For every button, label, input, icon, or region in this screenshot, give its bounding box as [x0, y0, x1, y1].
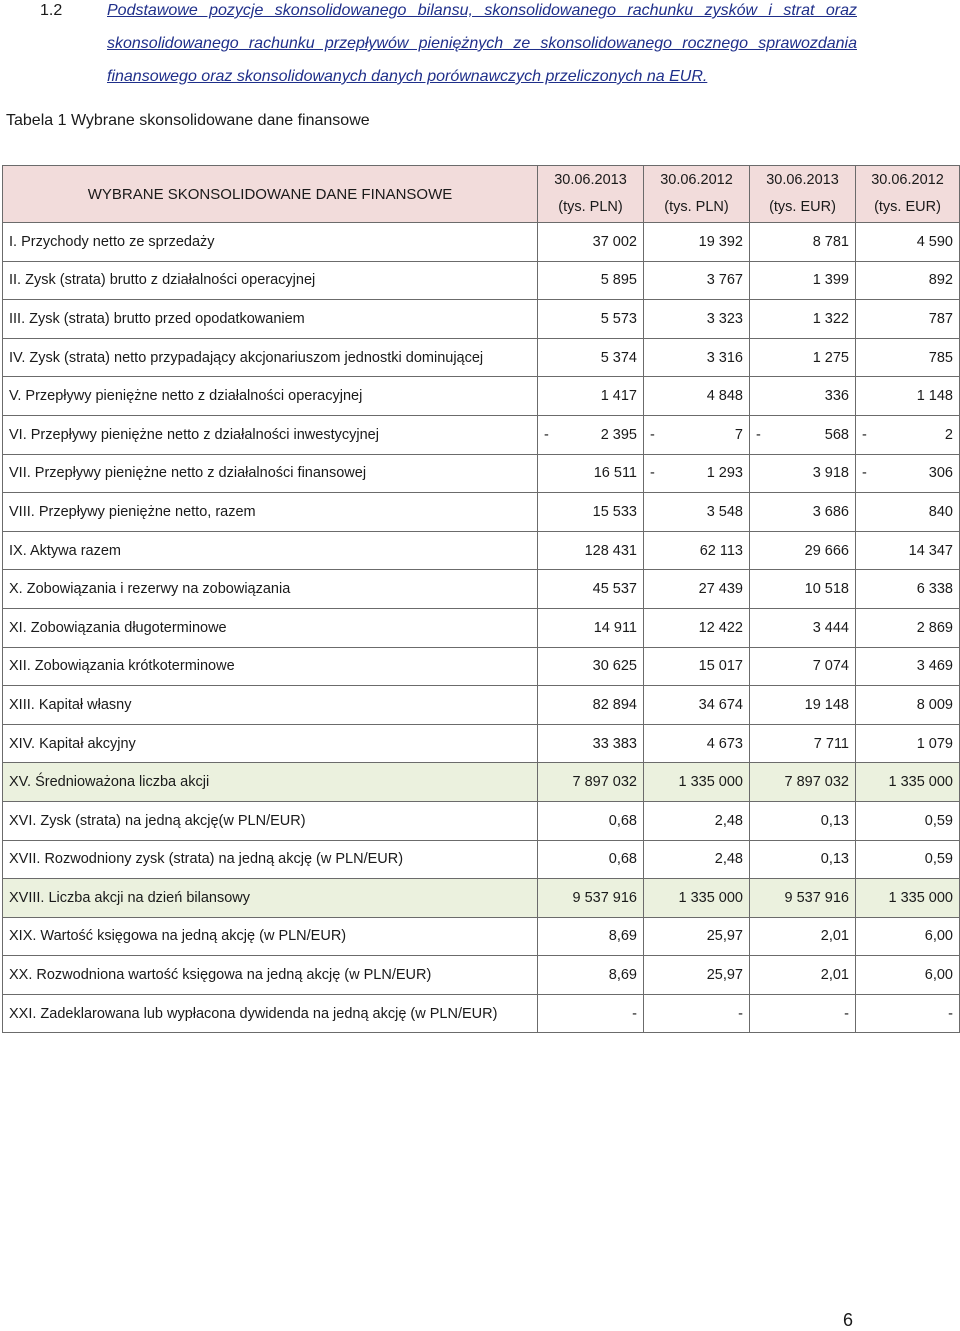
cell-value: 34 674: [698, 696, 743, 713]
cell-value: 0,68: [608, 851, 637, 868]
cell-value: 3 469: [916, 658, 953, 675]
cell-value: 3 323: [706, 310, 743, 327]
value-cell: [644, 454, 750, 493]
table-row: [3, 724, 960, 763]
value-cell: [750, 801, 856, 840]
value-cell: [750, 840, 856, 879]
value-cell: [538, 956, 644, 995]
cell-value: 4 673: [706, 735, 743, 752]
row-label: I. Przychody netto ze sprzedaży: [3, 223, 538, 262]
row-label: VII. Przepływy pieniężne netto z działalności finansowej: [3, 454, 538, 493]
value-cell: [538, 763, 644, 802]
cell-value: 0,59: [924, 851, 953, 868]
table-row: [3, 300, 960, 339]
cell-value: 6,00: [924, 967, 953, 984]
cell-value: 14 347: [908, 542, 953, 559]
cell-value: 8,69: [608, 928, 637, 945]
row-label: XIII. Kapitał własny: [3, 686, 538, 725]
value-cell: [644, 377, 750, 416]
header-date: 30.06.2013: [766, 172, 839, 188]
cell-value: 5 895: [600, 272, 637, 289]
value-cell: [538, 493, 644, 532]
table-row: [3, 338, 960, 377]
table-row: [3, 994, 960, 1033]
value-cell: [644, 261, 750, 300]
sign-marker: -: [862, 465, 867, 482]
value-cell: [750, 300, 856, 339]
cell-value: 19 392: [698, 233, 743, 250]
cell-value: 2 395: [600, 426, 637, 443]
page-number: 6: [843, 1310, 854, 1330]
value-cell: [856, 686, 960, 725]
cell-value: 6 338: [916, 581, 953, 598]
value-cell: [856, 608, 960, 647]
value-cell: [750, 261, 856, 300]
row-label: V. Przepływy pieniężne netto z działalności operacyjnej: [3, 377, 538, 416]
cell-value: 19 148: [804, 696, 849, 713]
cell-value: 2,01: [820, 967, 849, 984]
header-unit: (tys. PLN): [664, 199, 729, 215]
sign-marker: -: [650, 426, 655, 443]
table-row: [3, 454, 960, 493]
value-cell: [644, 724, 750, 763]
value-cell: [750, 763, 856, 802]
section-number: 1.2: [40, 2, 63, 19]
cell-value: 1 417: [600, 388, 637, 405]
header-label: WYBRANE SKONSOLIDOWANE DANE FINANSOWE: [3, 166, 538, 223]
value-cell: [644, 801, 750, 840]
cell-value: 2 869: [916, 619, 953, 636]
cell-value: 1 275: [812, 349, 849, 366]
value-cell: [856, 647, 960, 686]
header-unit: (tys. PLN): [558, 199, 623, 215]
value-cell: [856, 531, 960, 570]
cell-value: 8 781: [812, 233, 849, 250]
cell-value: 1 335 000: [678, 774, 743, 791]
table-caption: Tabela 1 Wybrane skonsolidowane dane finansowe: [6, 112, 370, 129]
table-row: [3, 801, 960, 840]
value-cell: [644, 647, 750, 686]
value-cell: [856, 493, 960, 532]
row-label: XVI. Zysk (strata) na jedną akcję(w PLN/EUR): [3, 801, 538, 840]
table-header-row: [3, 166, 960, 223]
cell-value: 5 374: [600, 349, 637, 366]
table-row: [3, 647, 960, 686]
value-cell: [538, 647, 644, 686]
cell-value: 840: [928, 503, 953, 520]
header-column-2: [644, 166, 750, 223]
table-row: [3, 531, 960, 570]
cell-value: 9 537 916: [784, 889, 849, 906]
value-cell: [856, 300, 960, 339]
table-row: [3, 879, 960, 918]
value-cell: [750, 724, 856, 763]
cell-value: 3 444: [812, 619, 849, 636]
value-cell: [538, 879, 644, 918]
table-row: [3, 377, 960, 416]
row-label: XV. Średnioważona liczba akcji: [3, 763, 538, 802]
row-label: IV. Zysk (strata) netto przypadający akcjonariuszom jednostki dominującej: [3, 338, 538, 377]
value-cell: [856, 763, 960, 802]
value-cell: [538, 608, 644, 647]
value-cell: [538, 300, 644, 339]
sign-marker: -: [862, 426, 867, 443]
value-cell: [538, 223, 644, 262]
value-cell: [538, 917, 644, 956]
value-cell: [538, 338, 644, 377]
value-cell: [750, 531, 856, 570]
cell-value: 9 537 916: [572, 889, 637, 906]
table-row: [3, 223, 960, 262]
cell-value: 10 518: [804, 581, 849, 598]
header-date: 30.06.2012: [871, 172, 944, 188]
table-row: [3, 686, 960, 725]
cell-value: 15 017: [698, 658, 743, 675]
value-cell: [644, 840, 750, 879]
value-cell: [538, 570, 644, 609]
cell-value: 3 918: [812, 465, 849, 482]
cell-value: 15 533: [592, 503, 637, 520]
value-cell: [644, 570, 750, 609]
value-cell: [750, 377, 856, 416]
value-cell: [856, 879, 960, 918]
value-cell: [750, 454, 856, 493]
cell-value: 7 897 032: [784, 774, 849, 791]
row-label: IX. Aktywa razem: [3, 531, 538, 570]
section-title: Podstawowe pozycje skonsolidowanego bilansu, skonsolidowanego rachunku zysków i strat oraz skonsolidowanego rachunku przepływów pieniężnych ze skonsolidowanego rocznego sprawozdania finansowego oraz skonsolidowanych danych porównawczych przeliczonych na EUR.: [107, 2, 857, 85]
row-label: XII. Zobowiązania krótkoterminowe: [3, 647, 538, 686]
table-row: [3, 763, 960, 802]
cell-value: 785: [928, 349, 953, 366]
cell-value: 5 573: [600, 310, 637, 327]
row-label: VIII. Przepływy pieniężne netto, razem: [3, 493, 538, 532]
cell-value: -: [632, 1005, 637, 1022]
value-cell: [538, 454, 644, 493]
value-cell: [538, 531, 644, 570]
cell-value: 1 335 000: [678, 889, 743, 906]
cell-value: 62 113: [699, 542, 743, 559]
value-cell: [644, 300, 750, 339]
value-cell: [856, 570, 960, 609]
value-cell: [750, 608, 856, 647]
cell-value: 3 686: [812, 503, 849, 520]
table-row: [3, 840, 960, 879]
header-unit: (tys. EUR): [874, 199, 941, 215]
cell-value: 37 002: [592, 233, 637, 250]
cell-value: 336: [824, 388, 849, 405]
value-cell: [644, 415, 750, 454]
header-date: 30.06.2013: [554, 172, 627, 188]
cell-value: 2: [944, 426, 953, 443]
sign-marker: -: [544, 426, 549, 443]
financial-data-table: [2, 165, 960, 1033]
cell-value: 306: [928, 465, 953, 482]
cell-value: 1 293: [706, 465, 743, 482]
cell-value: 45 537: [592, 581, 637, 598]
value-cell: [644, 686, 750, 725]
value-cell: [856, 454, 960, 493]
value-cell: [644, 917, 750, 956]
value-cell: [644, 608, 750, 647]
cell-value: 33 383: [592, 735, 637, 752]
cell-value: 0,13: [820, 851, 849, 868]
cell-value: 568: [824, 426, 849, 443]
cell-value: 14 911: [593, 619, 637, 636]
cell-value: 7 074: [812, 658, 849, 675]
value-cell: [644, 531, 750, 570]
value-cell: [856, 261, 960, 300]
cell-value: 892: [928, 272, 953, 289]
cell-value: -: [948, 1005, 953, 1022]
row-label: XIX. Wartość księgowa na jedną akcję (w PLN/EUR): [3, 917, 538, 956]
value-cell: [538, 724, 644, 763]
value-cell: [750, 879, 856, 918]
value-cell: [750, 570, 856, 609]
cell-value: 2,01: [820, 928, 849, 945]
value-cell: [538, 686, 644, 725]
cell-value: 3 316: [706, 349, 743, 366]
table-row: [3, 917, 960, 956]
row-label: XXI. Zadeklarowana lub wypłacona dywidenda na jedną akcję (w PLN/EUR): [3, 994, 538, 1033]
value-cell: [644, 493, 750, 532]
cell-value: 4 590: [916, 233, 953, 250]
cell-value: 4 848: [706, 388, 743, 405]
value-cell: [856, 338, 960, 377]
cell-value: 82 894: [592, 696, 637, 713]
value-cell: [538, 994, 644, 1033]
row-label: XX. Rozwodniona wartość księgowa na jedną akcję (w PLN/EUR): [3, 956, 538, 995]
cell-value: 27 439: [698, 581, 743, 598]
value-cell: [644, 956, 750, 995]
cell-value: 1 322: [812, 310, 849, 327]
row-label: X. Zobowiązania i rezerwy na zobowiązania: [3, 570, 538, 609]
row-label: XVIII. Liczba akcji na dzień bilansowy: [3, 879, 538, 918]
value-cell: [538, 801, 644, 840]
value-cell: [856, 801, 960, 840]
cell-value: 25,97: [706, 967, 743, 984]
cell-value: 1 335 000: [888, 774, 953, 791]
value-cell: [856, 377, 960, 416]
cell-value: 3 548: [706, 503, 743, 520]
cell-value: 6,00: [924, 928, 953, 945]
value-cell: [856, 994, 960, 1033]
cell-value: 0,59: [924, 812, 953, 829]
cell-value: 7 897 032: [572, 774, 637, 791]
row-label: VI. Przepływy pieniężne netto z działalności inwestycyjnej: [3, 415, 538, 454]
sign-marker: -: [756, 426, 761, 443]
table-row: [3, 570, 960, 609]
value-cell: [538, 261, 644, 300]
cell-value: 8 009: [916, 696, 953, 713]
value-cell: [538, 840, 644, 879]
value-cell: [644, 223, 750, 262]
table-row: [3, 415, 960, 454]
table-row: [3, 493, 960, 532]
value-cell: [750, 994, 856, 1033]
cell-value: 7 711: [813, 735, 849, 752]
cell-value: 1 079: [916, 735, 953, 752]
table-row: [3, 956, 960, 995]
row-label: III. Zysk (strata) brutto przed opodatkowaniem: [3, 300, 538, 339]
cell-value: 8,69: [608, 967, 637, 984]
cell-value: -: [844, 1005, 849, 1022]
cell-value: 2,48: [714, 812, 743, 829]
header-unit: (tys. EUR): [769, 199, 836, 215]
cell-value: 12 422: [698, 619, 743, 636]
value-cell: [538, 415, 644, 454]
cell-value: 3 767: [706, 272, 743, 289]
value-cell: [644, 338, 750, 377]
cell-value: -: [738, 1005, 743, 1022]
row-label: XIV. Kapitał akcyjny: [3, 724, 538, 763]
value-cell: [644, 763, 750, 802]
value-cell: [750, 415, 856, 454]
value-cell: [538, 377, 644, 416]
cell-value: 0,13: [820, 812, 849, 829]
row-label: II. Zysk (strata) brutto z działalności operacyjnej: [3, 261, 538, 300]
value-cell: [750, 647, 856, 686]
value-cell: [750, 917, 856, 956]
value-cell: [856, 415, 960, 454]
table-row: [3, 261, 960, 300]
row-label: XI. Zobowiązania długoterminowe: [3, 608, 538, 647]
cell-value: 787: [928, 310, 953, 327]
value-cell: [644, 994, 750, 1033]
header-column-4: [856, 166, 960, 223]
value-cell: [750, 338, 856, 377]
cell-value: 1 148: [916, 388, 953, 405]
value-cell: [750, 223, 856, 262]
cell-value: 128 431: [584, 542, 637, 559]
value-cell: [856, 917, 960, 956]
cell-value: 7: [734, 426, 743, 443]
value-cell: [856, 840, 960, 879]
cell-value: 29 666: [804, 542, 849, 559]
cell-value: 25,97: [706, 928, 743, 945]
value-cell: [750, 493, 856, 532]
cell-value: 30 625: [592, 658, 637, 675]
value-cell: [750, 956, 856, 995]
header-column-3: [750, 166, 856, 223]
header-date: 30.06.2012: [660, 172, 733, 188]
cell-value: 1 399: [812, 272, 849, 289]
cell-value: 1 335 000: [888, 889, 953, 906]
value-cell: [750, 686, 856, 725]
cell-value: 0,68: [608, 812, 637, 829]
cell-value: 2,48: [714, 851, 743, 868]
value-cell: [856, 956, 960, 995]
value-cell: [856, 724, 960, 763]
cell-value: 16 511: [593, 465, 637, 482]
table-row: [3, 608, 960, 647]
row-label: XVII. Rozwodniony zysk (strata) na jedną akcję (w PLN/EUR): [3, 840, 538, 879]
sign-marker: -: [650, 465, 655, 482]
value-cell: [644, 879, 750, 918]
value-cell: [856, 223, 960, 262]
header-column-1: [538, 166, 644, 223]
